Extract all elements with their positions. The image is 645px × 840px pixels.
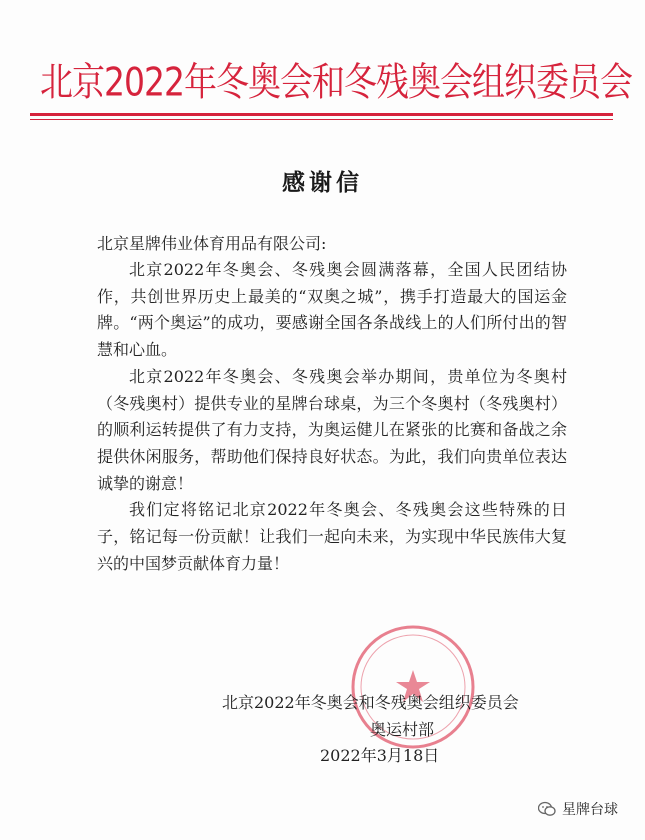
salutation: 北京星牌伟业体育用品有限公司: [97, 234, 327, 253]
body-paragraph-3: 我们定将铭记北京2022年冬奥会、冬残奥会这些特殊的日子，铭记每一份贡献！让我们一起向未来，为实现中华民族伟大复兴的中国梦贡献体育力量！ [97, 500, 567, 573]
letterhead-title: 北京2022年冬奥会和冬残奥会组织委员会 [40, 59, 632, 106]
signature-date: 2022年3月18日 [320, 746, 440, 765]
body-paragraph-1: 北京2022年冬奥会、冬残奥会圆满落幕，全国人民团结协作，共创世界历史上最美的“双奥之城”，携手打造最大的国运金牌。“两个奥运”的成功，要感谢全国各条战线上的人们所付出的智慧和心血。 [97, 260, 567, 360]
wechat-account-badge[interactable] [538, 799, 618, 819]
signature-department: 奥运村部 [370, 720, 435, 739]
wechat-icon [538, 801, 556, 817]
letterhead-rule-thick [30, 113, 613, 116]
signature-organization: 北京2022年冬奥会和冬残奥会组织委员会 [222, 693, 519, 712]
body-paragraph-2: 北京2022年冬奥会、冬残奥会举办期间，贵单位为冬奥村（冬残奥村）提供专业的星牌台球桌，为三个冬奥村（冬残奥村）的顺利运转提供了有力支持，为奥运健儿在紧张的比赛和备战之余提供休闲服务，帮助他们保持良好状态。为此，我们向贵单位表达诚挚的谢意！ [97, 366, 567, 493]
letterhead-rule-thin [30, 119, 613, 120]
letter-body [97, 257, 567, 577]
document-title: 感谢信 [282, 169, 363, 196]
wechat-account-name: 星牌台球 [562, 802, 618, 818]
